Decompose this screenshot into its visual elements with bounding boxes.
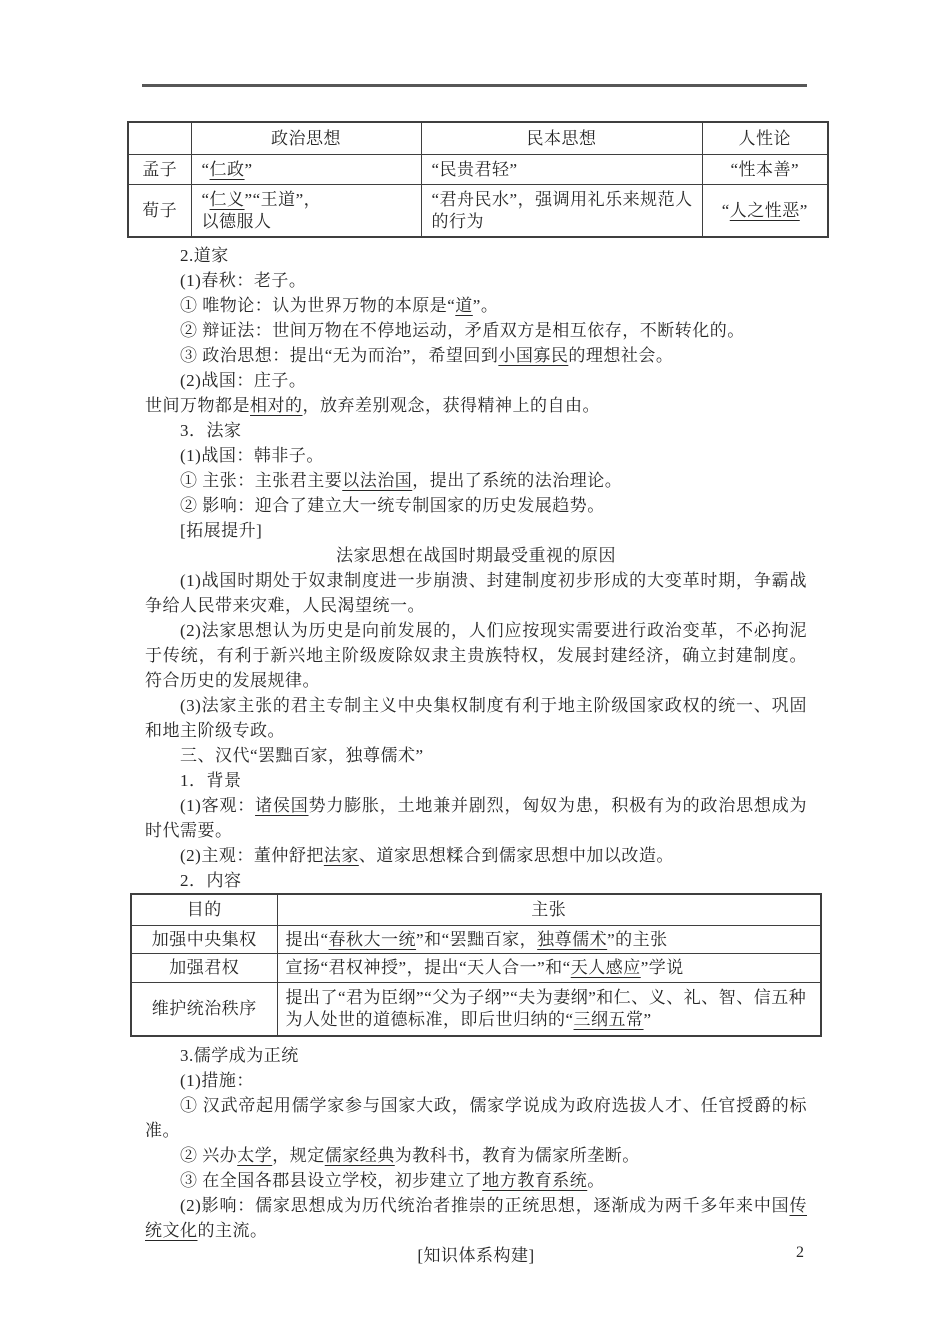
philosophers-table <box>127 121 829 238</box>
t1-mengzi-renxing: “性本善” <box>702 155 828 185</box>
doc-paragraph: (1)措施： <box>180 1071 254 1090</box>
t1-header-politics: 政治思想 <box>191 122 421 155</box>
t2-header-claim: 主张 <box>277 894 821 926</box>
table-row-xunzi <box>128 185 828 238</box>
table-header-row <box>128 122 828 155</box>
t2-row3-goal: 维护统治秩序 <box>131 983 277 1037</box>
doc-paragraph: (2)主观：董仲舒把法家、道家思想糅合到儒家思想中加以改造。 <box>180 846 674 865</box>
text-section-1 <box>145 243 807 893</box>
text-section-2 <box>145 1043 807 1268</box>
t1-xunzi-label: 荀子 <box>128 185 191 238</box>
t1-header-minben: 民本思想 <box>421 122 702 155</box>
t1-xunzi-politics: “仁义”“王道”， 以德服人 <box>191 185 421 238</box>
t1-mengzi-politics: “仁政” <box>191 155 421 185</box>
doc-paragraph: (2)影响：儒家思想成为历代统治者推崇的正统思想，逐渐成为两千多年来中国传统文化的主流。 <box>145 1196 807 1240</box>
page-number: 2 <box>796 1244 804 1261</box>
section-center-heading: 法家思想在战国时期最受重视的原因 <box>336 546 616 565</box>
t1-mengzi-label: 孟子 <box>128 155 191 185</box>
table-row-monarchy <box>131 954 821 983</box>
doc-heading-han: 三、汉代“罢黜百家，独尊儒术” <box>180 746 424 765</box>
doc-paragraph: ① 唯物论：认为世界万物的本原是“道”。 <box>180 296 499 315</box>
t2-header-goal: 目的 <box>131 894 277 926</box>
t2-row1-claim: 提出“春秋大一统”和“罢黜百家，独尊儒术”的主张 <box>277 926 821 954</box>
table-header-row <box>131 894 821 926</box>
t1-header-empty <box>128 122 191 155</box>
doc-paragraph: 1．背景 <box>180 771 242 790</box>
doc-paragraph: (2)法家思想认为历史是向前发展的，人们应按现实需要进行政治变革，不必拘泥于传统，有利于新兴地主阶级废除奴隶主贵族特权，发展封建经济，确立封建制度。符合历史的发展规律。 <box>145 621 807 690</box>
doc-paragraph: (2)战国：庄子。 <box>180 371 307 390</box>
doc-paragraph: (1)战国：韩非子。 <box>180 446 324 465</box>
doc-paragraph: (1)春秋：老子。 <box>180 271 307 290</box>
doc-paragraph: ② 兴办太学，规定儒家经典为教科书，教育为儒家所垄断。 <box>180 1146 640 1165</box>
doc-paragraph: (1)战国时期处于奴隶制度进一步崩溃、封建制度初步形成的大变革时期，争霸战争给人民带来灾难，人民渴望统一。 <box>145 571 807 615</box>
table-row-order <box>131 983 821 1037</box>
doc-paragraph: (1)客观：诸侯国势力膨胀，土地兼并剧烈，匈奴为患，积极有为的政治思想成为时代需要。 <box>145 796 808 840</box>
doc-paragraph: 3.儒学成为正统 <box>180 1046 299 1065</box>
doc-paragraph: ② 影响：迎合了建立大一统专制国家的历史发展趋势。 <box>180 496 605 515</box>
t1-xunzi-renxing: “人之性恶” <box>702 185 828 238</box>
doc-paragraph: ① 汉武帝起用儒学家参与国家大政，儒家学说成为政府选拔人才、任官授爵的标准。 <box>145 1096 807 1140</box>
doc-paragraph: 3．法家 <box>180 421 242 440</box>
t1-xunzi-minben: “君舟民水”，强调用礼乐来规范人的行为 <box>421 185 702 238</box>
doc-paragraph: ③ 在全国各郡县设立学校，初步建立了地方教育系统。 <box>180 1171 605 1190</box>
dongzhongshu-table <box>130 893 822 1037</box>
t2-row2-claim: 宣扬“君权神授”，提出“天人合一”和“天人感应”学说 <box>277 954 821 983</box>
doc-paragraph: ③ 政治思想：提出“无为而治”，希望回到小国寡民的理想社会。 <box>180 346 674 365</box>
knowledge-system-label: [知识体系构建] <box>417 1246 535 1265</box>
doc-paragraph: 2．内容 <box>180 871 242 890</box>
t1-mengzi-minben: “民贵君轻” <box>421 155 702 185</box>
doc-paragraph: (3)法家主张的君主专制主义中央集权制度有利于地主阶级国家政权的统一、巩固和地主阶级专政。 <box>145 696 807 740</box>
table-row-centralization <box>131 926 821 954</box>
t2-row2-goal: 加强君权 <box>131 954 277 983</box>
doc-paragraph: ② 辩证法：世间万物在不停地运动，矛盾双方是相互依存，不断转化的。 <box>180 321 745 340</box>
doc-paragraph: 2.道家 <box>180 246 229 265</box>
t2-row1-goal: 加强中央集权 <box>131 926 277 954</box>
doc-paragraph: ① 主张：主张君主要以法治国，提出了系统的法治理论。 <box>180 471 623 490</box>
doc-paragraph: 世间万物都是相对的，放弃差别观念，获得精神上的自由。 <box>145 396 600 415</box>
table-row-mengzi <box>128 155 828 185</box>
t2-row3-claim: 提出了“君为臣纲”“父为子纲”“夫为妻纲”和仁、义、礼、智、信五种为人处世的道德标准，即后世归纳的“三纲五常” <box>277 983 821 1037</box>
t1-header-renxing: 人性论 <box>702 122 828 155</box>
expansion-tip-label: [拓展提升] <box>180 521 263 540</box>
